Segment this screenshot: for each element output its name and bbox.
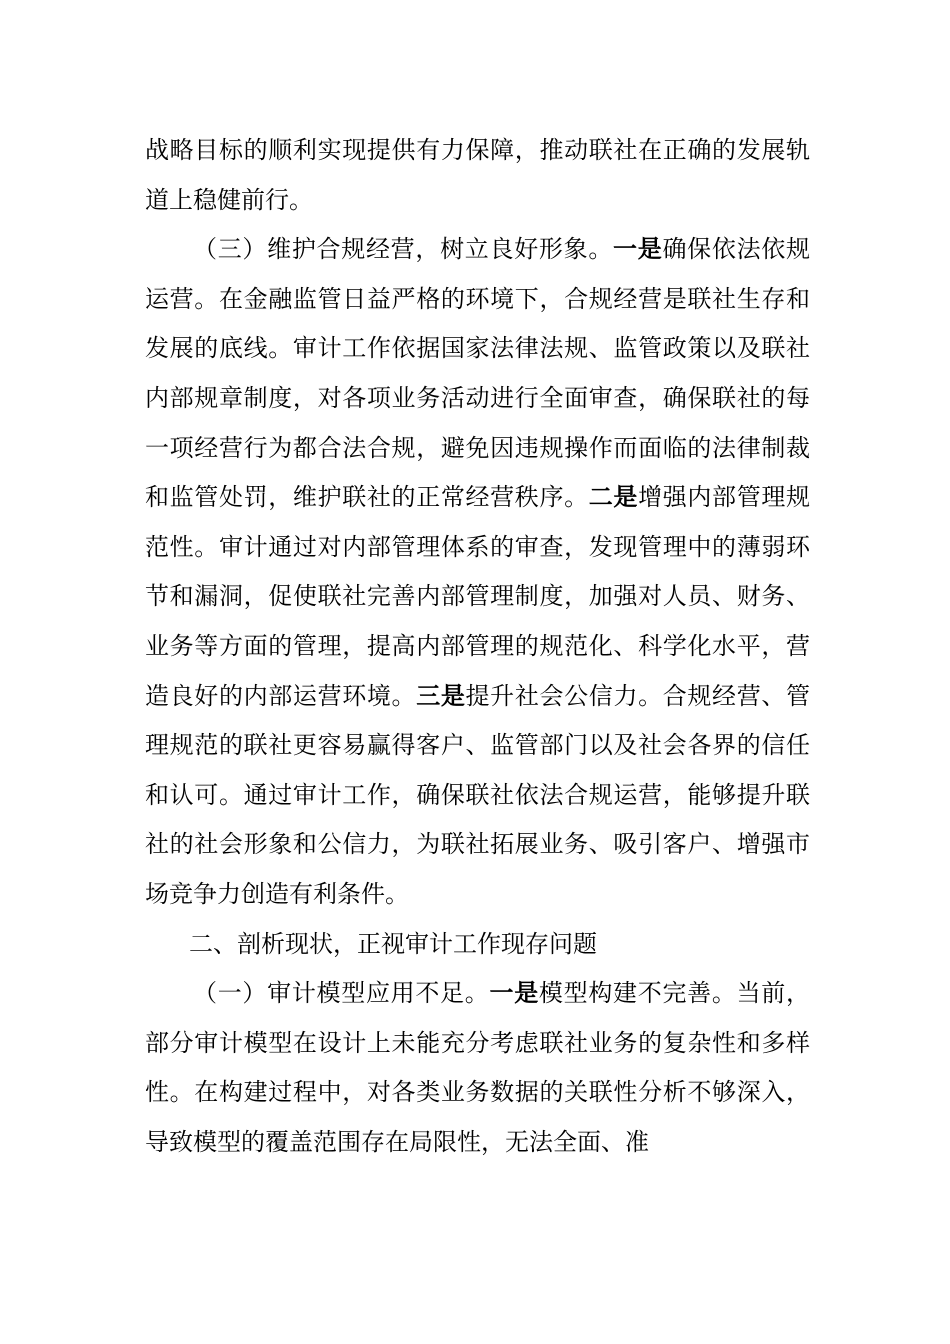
section-3-point-1-text: 确保依法依规运营。在金融监管日益严格的环境下，合规经营是联社生存和发展的底线。审计工作依据国家法律法规、监管政策以及联社内部规章制度，对各项业务活动进行全面审查，确保联社的每一项经营行为都合法合规，避免因违规操作而面临的法律制裁和监管处罚，维护联社的正常经营秩序。 (145, 235, 811, 512)
subsection-1-paragraph (145, 969, 810, 1167)
section-3-paragraph (145, 225, 810, 919)
section-3-heading: （三）维护合规经营，树立良好形象。 (193, 235, 614, 264)
subsection-1-heading: （一）审计模型应用不足。 (193, 979, 490, 1008)
continuation-paragraph (145, 126, 810, 225)
continuation-text: 战略目标的顺利实现提供有力保障，推动联社在正确的发展轨道上稳健前行。 (145, 136, 810, 214)
section-3-point-2-text: 增强内部管理规范性。审计通过对内部管理体系的审查，发现管理中的薄弱环节和漏洞，促使联社完善内部管理制度，加强对人员、财务、业务等方面的管理，提高内部管理的规范化、科学化水平，营造良好的内部运营环境。 (145, 483, 811, 710)
section-3-point-3-text: 提升社会公信力。合规经营、管理规范的联社更容易赢得客户、监管部门以及社会各界的信任和认可。通过审计工作，确保联社依法合规运营，能够提升联社的社会形象和公信力，为联社拓展业务、吸引客户、增强市场竞争力创造有利条件。 (145, 681, 811, 908)
section-3-point-2-lead: 二是 (588, 483, 639, 512)
section-3-point-1-lead: 一是 (613, 235, 663, 264)
section-3-point-3-lead: 三是 (416, 681, 466, 710)
subsection-1-point-1-text: 模型构建不完善。当前，部分审计模型在设计上未能充分考虑联社业务的复杂性和多样性。在构建过程中，对各类业务数据的关联性分析不够深入，导致模型的覆盖范围存在局限性，无法全面、准 (145, 979, 811, 1156)
document-body (145, 126, 810, 1167)
part-2-heading: 二、剖析现状，正视审计工作现存问题 (189, 929, 597, 958)
subsection-1-point-1-lead: 一是 (489, 979, 539, 1008)
